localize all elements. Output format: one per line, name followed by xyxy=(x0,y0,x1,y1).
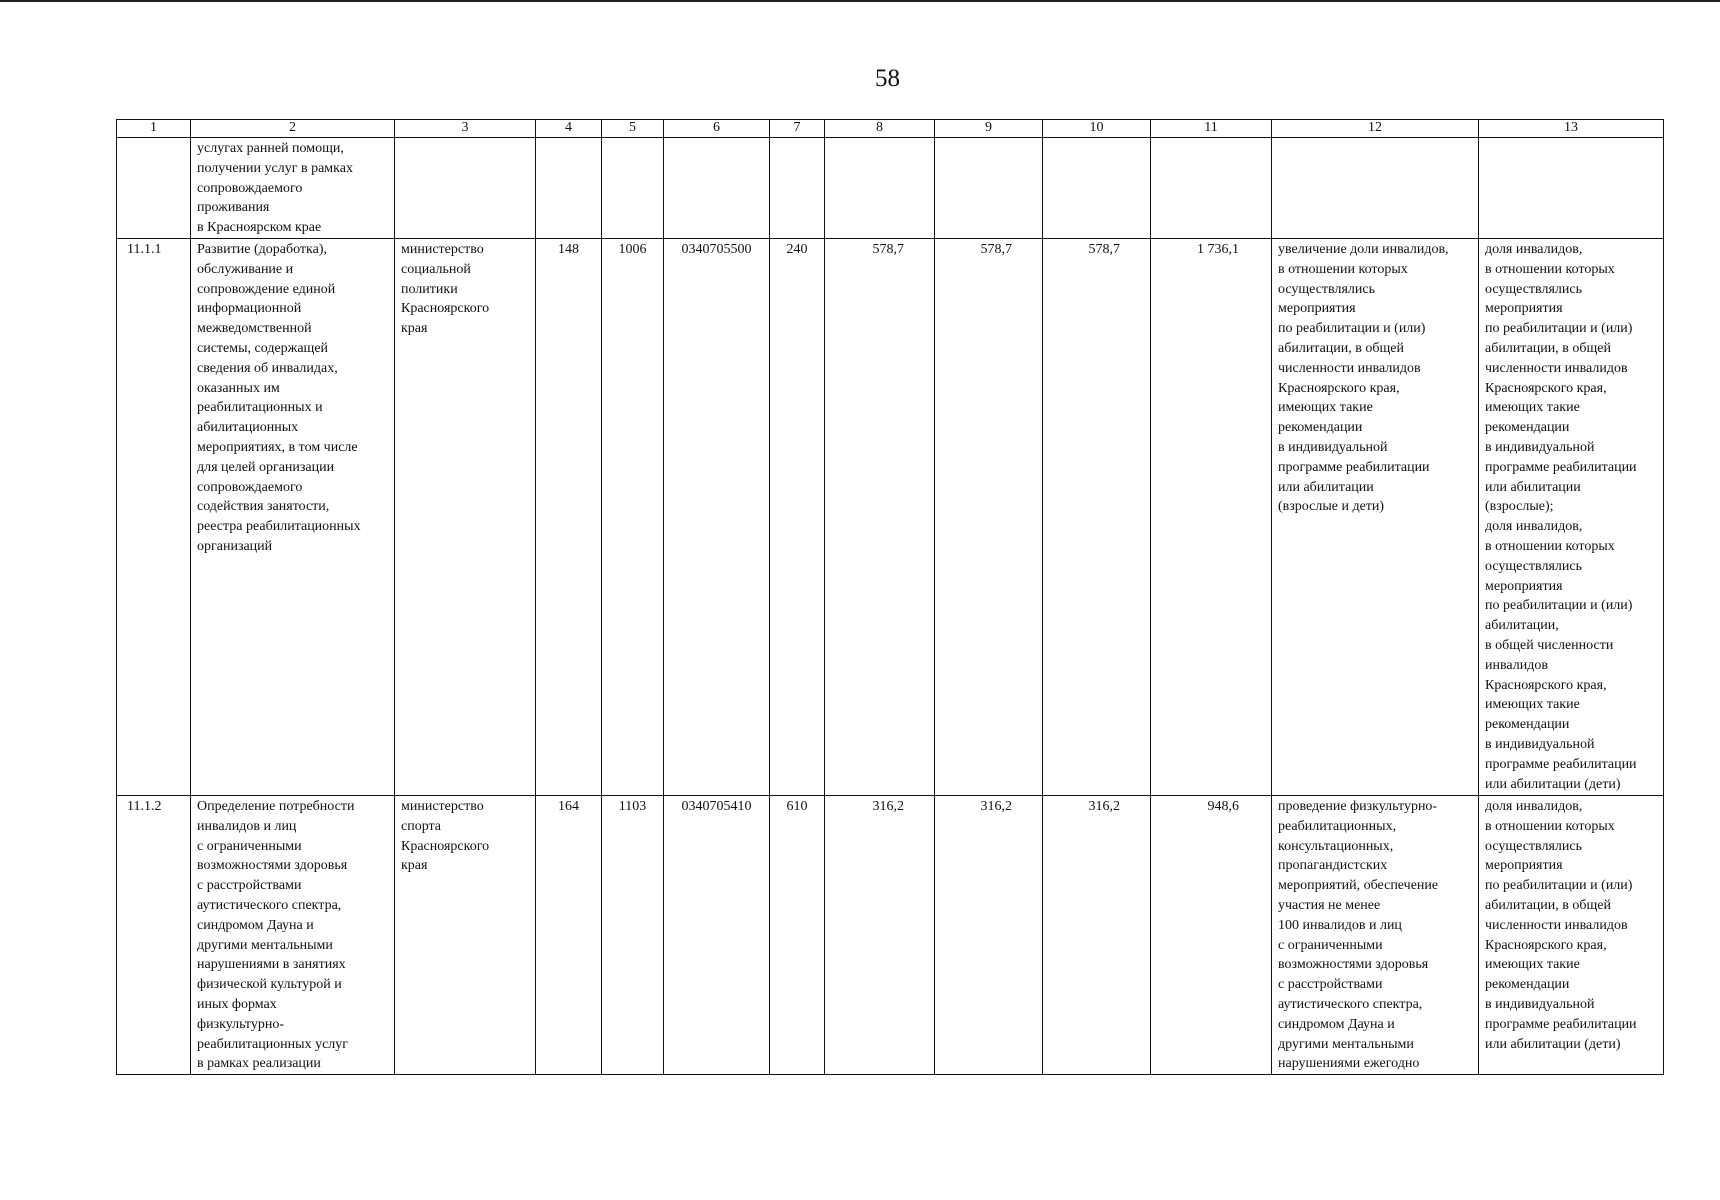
item-name: Развитие (доработка), обслуживание и сопровождение единой информационной межведомственной системы, содержащей сведения об инвалидах, оказанных им реабилитационных и абилитационных мероприятиях, в том числе для целей организации сопровождаемого содействия занятости, реестра реабилитационных организаций xyxy=(191,238,395,795)
item-executor xyxy=(395,138,536,239)
column-header: 6 xyxy=(664,120,770,138)
item-col-9: 316,2 xyxy=(935,795,1043,1074)
column-header: 4 xyxy=(536,120,602,138)
column-number-row xyxy=(117,120,1664,138)
item-col-7 xyxy=(770,138,825,239)
item-result xyxy=(1272,138,1479,239)
item-col-6 xyxy=(664,138,770,239)
column-header: 10 xyxy=(1043,120,1151,138)
program-table xyxy=(116,119,1664,1075)
item-col-6: 0340705500 xyxy=(664,238,770,795)
item-col-11: 948,6 xyxy=(1151,795,1272,1074)
column-header: 1 xyxy=(117,120,191,138)
item-executor: министерство социальной политики Красноярского края xyxy=(395,238,536,795)
item-result: увеличение доли инвалидов, в отношении которых осуществлялись мероприятия по реабилитации и (или) абилитации, в общей численности инвалидов Красноярского края, имеющих такие рекомендации в индивидуальной программе реабилитации или абилитации (взрослые и дети) xyxy=(1272,238,1479,795)
column-header: 5 xyxy=(602,120,664,138)
table-row xyxy=(117,138,1664,239)
item-col-9: 578,7 xyxy=(935,238,1043,795)
item-col-4: 164 xyxy=(536,795,602,1074)
column-header: 2 xyxy=(191,120,395,138)
top-scan-rule xyxy=(0,0,1720,2)
item-code: 11.1.1 xyxy=(117,238,191,795)
column-header: 8 xyxy=(825,120,935,138)
column-header: 7 xyxy=(770,120,825,138)
item-code xyxy=(117,138,191,239)
item-code: 11.1.2 xyxy=(117,795,191,1074)
page-number: 58 xyxy=(875,65,900,92)
item-col-10: 578,7 xyxy=(1043,238,1151,795)
item-indicator xyxy=(1479,138,1664,239)
item-col-10 xyxy=(1043,138,1151,239)
item-col-8: 578,7 xyxy=(825,238,935,795)
table-row xyxy=(117,238,1664,795)
column-header: 11 xyxy=(1151,120,1272,138)
item-indicator: доля инвалидов, в отношении которых осуществлялись мероприятия по реабилитации и (или) абилитации, в общей численности инвалидов Красноярского края, имеющих такие рекомендации в индивидуальной программе реабилитации или абилитации (дети) xyxy=(1479,795,1664,1074)
item-col-5: 1006 xyxy=(602,238,664,795)
item-result: проведение физкультурно- реабилитационных, консультационных, пропагандистских мероприятий, обеспечение участия не менее 100 инвалидов и лиц с ограниченными возможностями здоровья с расстройствами аутистического спектра, синдромом Дауна и другими ментальными нарушениями ежегодно xyxy=(1272,795,1479,1074)
column-header: 12 xyxy=(1272,120,1479,138)
item-indicator: доля инвалидов, в отношении которых осуществлялись мероприятия по реабилитации и (или) абилитации, в общей численности инвалидов Красноярского края, имеющих такие рекомендации в индивидуальной программе реабилитации или абилитации (взрослые); доля инвалидов, в отношении которых осуществлялись мероприятия по реабилитации и (или) абилитации, в общей численности инвалидов Красноярского края, имеющих такие рекомендации в индивидуальной программе реабилитации или абилитации (дети) xyxy=(1479,238,1664,795)
table-row xyxy=(117,795,1664,1074)
item-name: Определение потребности инвалидов и лиц с ограниченными возможностями здоровья с расстройствами аутистического спектра, синдромом Дауна и другими ментальными нарушениями в занятиях физической культурой и иных формах физкультурно- реабилитационных услуг в рамках реализации xyxy=(191,795,395,1074)
item-col-10: 316,2 xyxy=(1043,795,1151,1074)
item-col-11 xyxy=(1151,138,1272,239)
item-col-7: 610 xyxy=(770,795,825,1074)
item-name: услугах ранней помощи, получении услуг в рамках сопровождаемого проживания в Красноярском крае xyxy=(191,138,395,239)
item-col-4: 148 xyxy=(536,238,602,795)
item-col-9 xyxy=(935,138,1043,239)
item-col-8 xyxy=(825,138,935,239)
column-header: 9 xyxy=(935,120,1043,138)
column-header: 3 xyxy=(395,120,536,138)
item-col-5: 1103 xyxy=(602,795,664,1074)
item-col-4 xyxy=(536,138,602,239)
item-col-7: 240 xyxy=(770,238,825,795)
item-col-11: 1 736,1 xyxy=(1151,238,1272,795)
item-col-5 xyxy=(602,138,664,239)
item-col-6: 0340705410 xyxy=(664,795,770,1074)
item-col-8: 316,2 xyxy=(825,795,935,1074)
item-executor: министерство спорта Красноярского края xyxy=(395,795,536,1074)
column-header: 13 xyxy=(1479,120,1664,138)
